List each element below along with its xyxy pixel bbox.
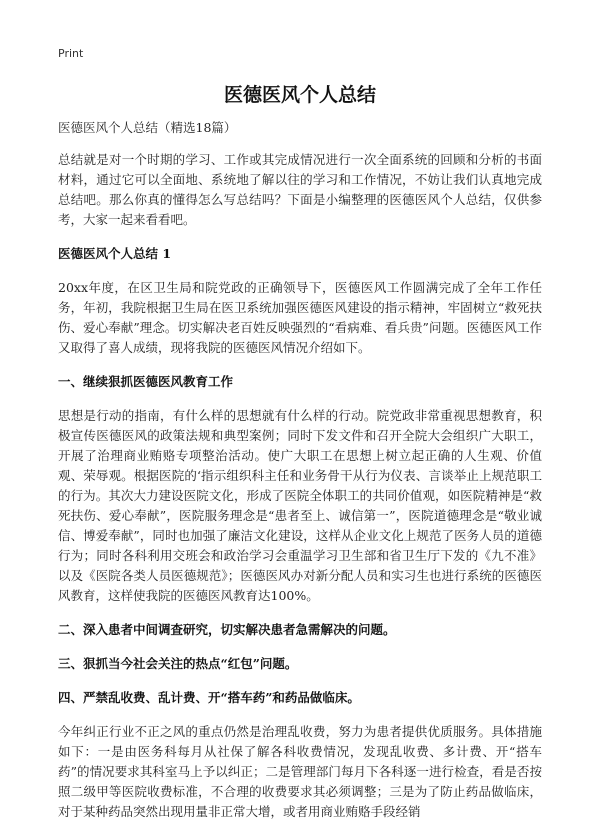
document-subtitle: 医德医风个人总结（精选18篇） [58,120,237,135]
section-3-title: 三、狠抓当今社会关注的热点“红包”问题。 [58,656,298,671]
section-1-body: 思想是行动的指南，有什么样的思想就有什么样的行动。院党政非常重视思想教育，积极宣传医德医风的政策法规和典型案例；同时下发文件和召开全院大会组织广大职工，开展了治理商业贿赂专项整治活动。使广大职工在思想上树立起正确的人生观、价值观、荣辱观。根据医院的‘指示组织科主任和业务骨干从行为仪表、言谈举止上规范职工的行为。其次大力建设医院文化，形成了医院全体职工的共同价值观，如医院精神是“救死扶伤、爱心奉献”，医院服务理念是“患者至上、诚信第一”，医院道德理念是“敬业诚信、博爱奉献”，同时也加强了廉洁文化建设，这样从企业文化上规范了医务人员的道德行为；同时各科利用交班会和政治学习会重温学习卫生部和省卫生厅下发的《九不准》以及《医院各类人员医德规范》；医德医风办对新分配人员和实习生也进行系统的医德医风教育，这样使我院的医德医风教育达100%。 [58,408,542,603]
print-link[interactable]: Print [58,47,84,60]
section-4-body: 今年纠正行业不正之风的重点仍然是治理乱收费，努力为患者提供优质服务。具体措施如下：一是由医务科每月从社保了解各科收费情况，发现乱收费、多计费、开“搭车药”的情况要求其科室马上予以纠正；二是管理部门每月下各科逐一进行检查，看是否按照二级甲等医院收费标准，不合理的收费要求其必须调整；三是为了防止药品做临床，对于某种药品突然出现用量非正常大增，或者用商业贿赂手段经销 [58,724,542,819]
article-intro-paragraph: 20xx年度，在区卫生局和院党政的正确领导下，医德医风工作圆满完成了全年工作任务，年初，我院根据卫生局在医卫系统加强医德医风建设的指示精神，牢固树立“救死扶伤、爱心奉献”理念。切实解决老百姓反映强烈的“看病难、看兵贵”问题。医德医风工作又取得了喜人成绩，现将我院的医德医风情况介绍如下。 [58,280,542,355]
section-1-title: 一、继续狠抓医德医风教育工作 [58,374,234,389]
article-heading: 医德医风个人总结 1 [58,246,172,261]
page-title: 医德医风个人总结 [223,84,376,106]
section-2-title: 二、深入患者中间调查研究，切实解决患者急需解决的问题。 [58,622,396,637]
section-4-title: 四、严禁乱收费、乱计费、开“搭车药”和药品做临床。 [58,690,360,705]
intro-paragraph: 总结就是对一个时期的学习、工作或其完成情况进行一次全面系统的回顾和分析的书面材料，通过它可以全面地、系统地了解以往的学习和工作情况，不妨让我们认真地完成总结吧。那么你真的懂得怎么写总结吗？下面是小编整理的医德医风个人总结，仅供参考，大家一起来看看吧。 [58,152,542,227]
document-body [58,118,542,828]
